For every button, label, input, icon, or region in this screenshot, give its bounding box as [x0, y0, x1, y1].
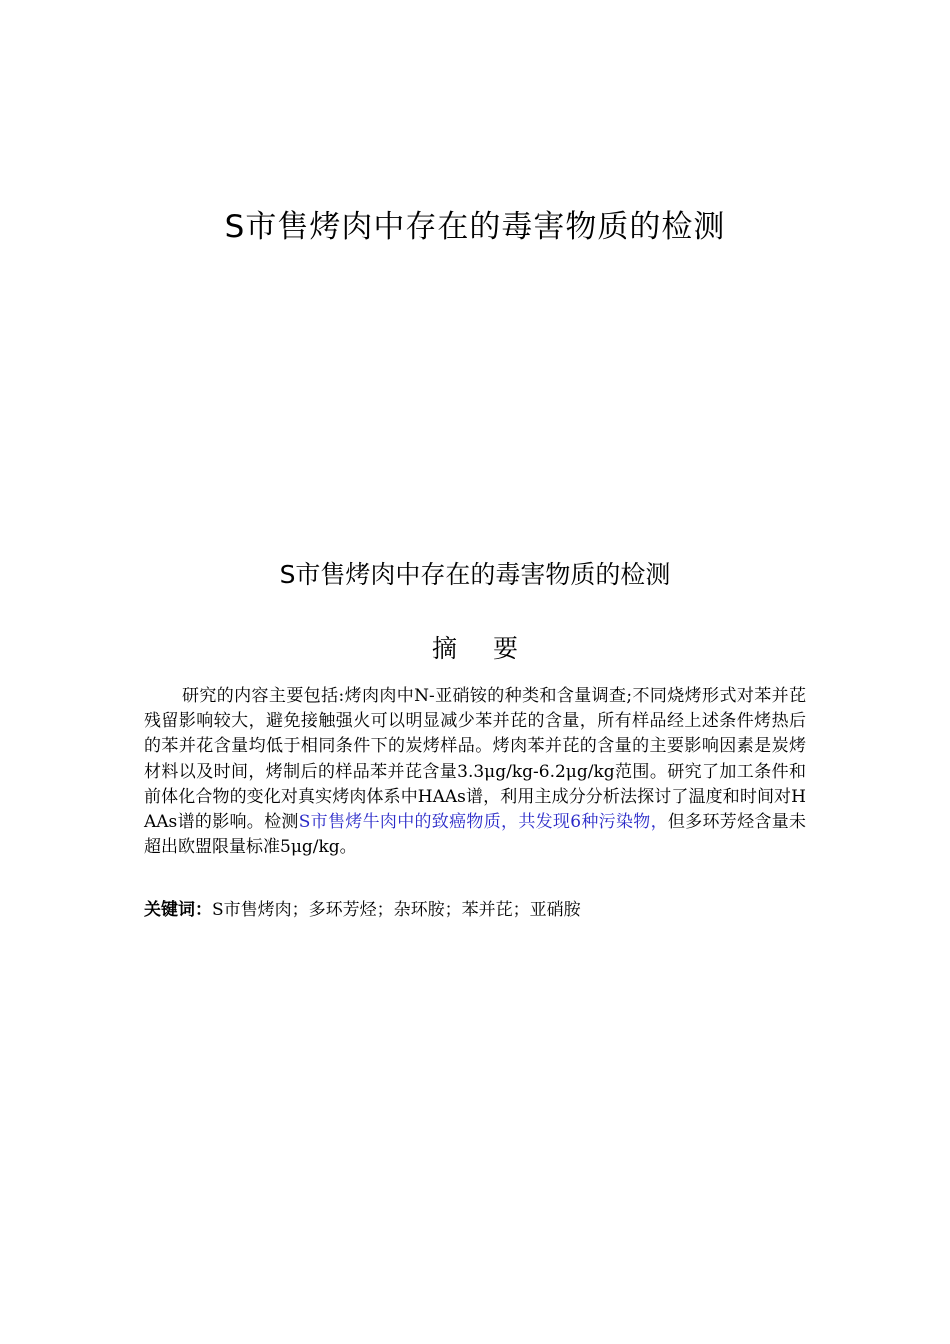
keywords-line: [144, 898, 806, 923]
abstract-heading-char-2: 要: [493, 634, 519, 663]
abstract-text-highlight: S市售烤牛肉中的致癌物质，共发现6种污染物，: [298, 812, 668, 833]
abstract-paragraph: [144, 684, 806, 860]
abstract-text-end: 但多环芳烃含量未超出欧盟限量标准5μg/kg。: [144, 812, 807, 858]
keywords-value: S市售烤肉；多环芳烃；杂环胺；苯并芘；亚硝胺: [212, 900, 581, 920]
abstract-heading: [0, 630, 950, 668]
cover-title: S市售烤肉中存在的毒害物质的检测: [224, 209, 726, 245]
document-title: S市售烤肉中存在的毒害物质的检测: [279, 560, 671, 589]
abstract-text-main: 研究的内容主要包括:烤肉肉中N-亚硝铵的种类和含量调查;不同烧烤形式对苯并芘残留影响较大，避免接触强火可以明显减少苯并芘的含量，所有样品经上述条件烤热后的苯并花含量均低于相同条件下的炭烤样品。烤肉苯并芘的含量的主要影响因素是炭烤材料以及时间，烤制后的样品苯并芘含量3.3μg/kg-6.2μg/kg范围。研究了加工条件和前体化合物的变化对真实烤肉体系中HAAs谱，利用主成分分析法探讨了温度和时间对HAAs谱的影响。检测: [144, 686, 806, 833]
keywords-label: 关键词：: [144, 900, 212, 920]
abstract-heading-char-1: 摘: [431, 634, 457, 663]
